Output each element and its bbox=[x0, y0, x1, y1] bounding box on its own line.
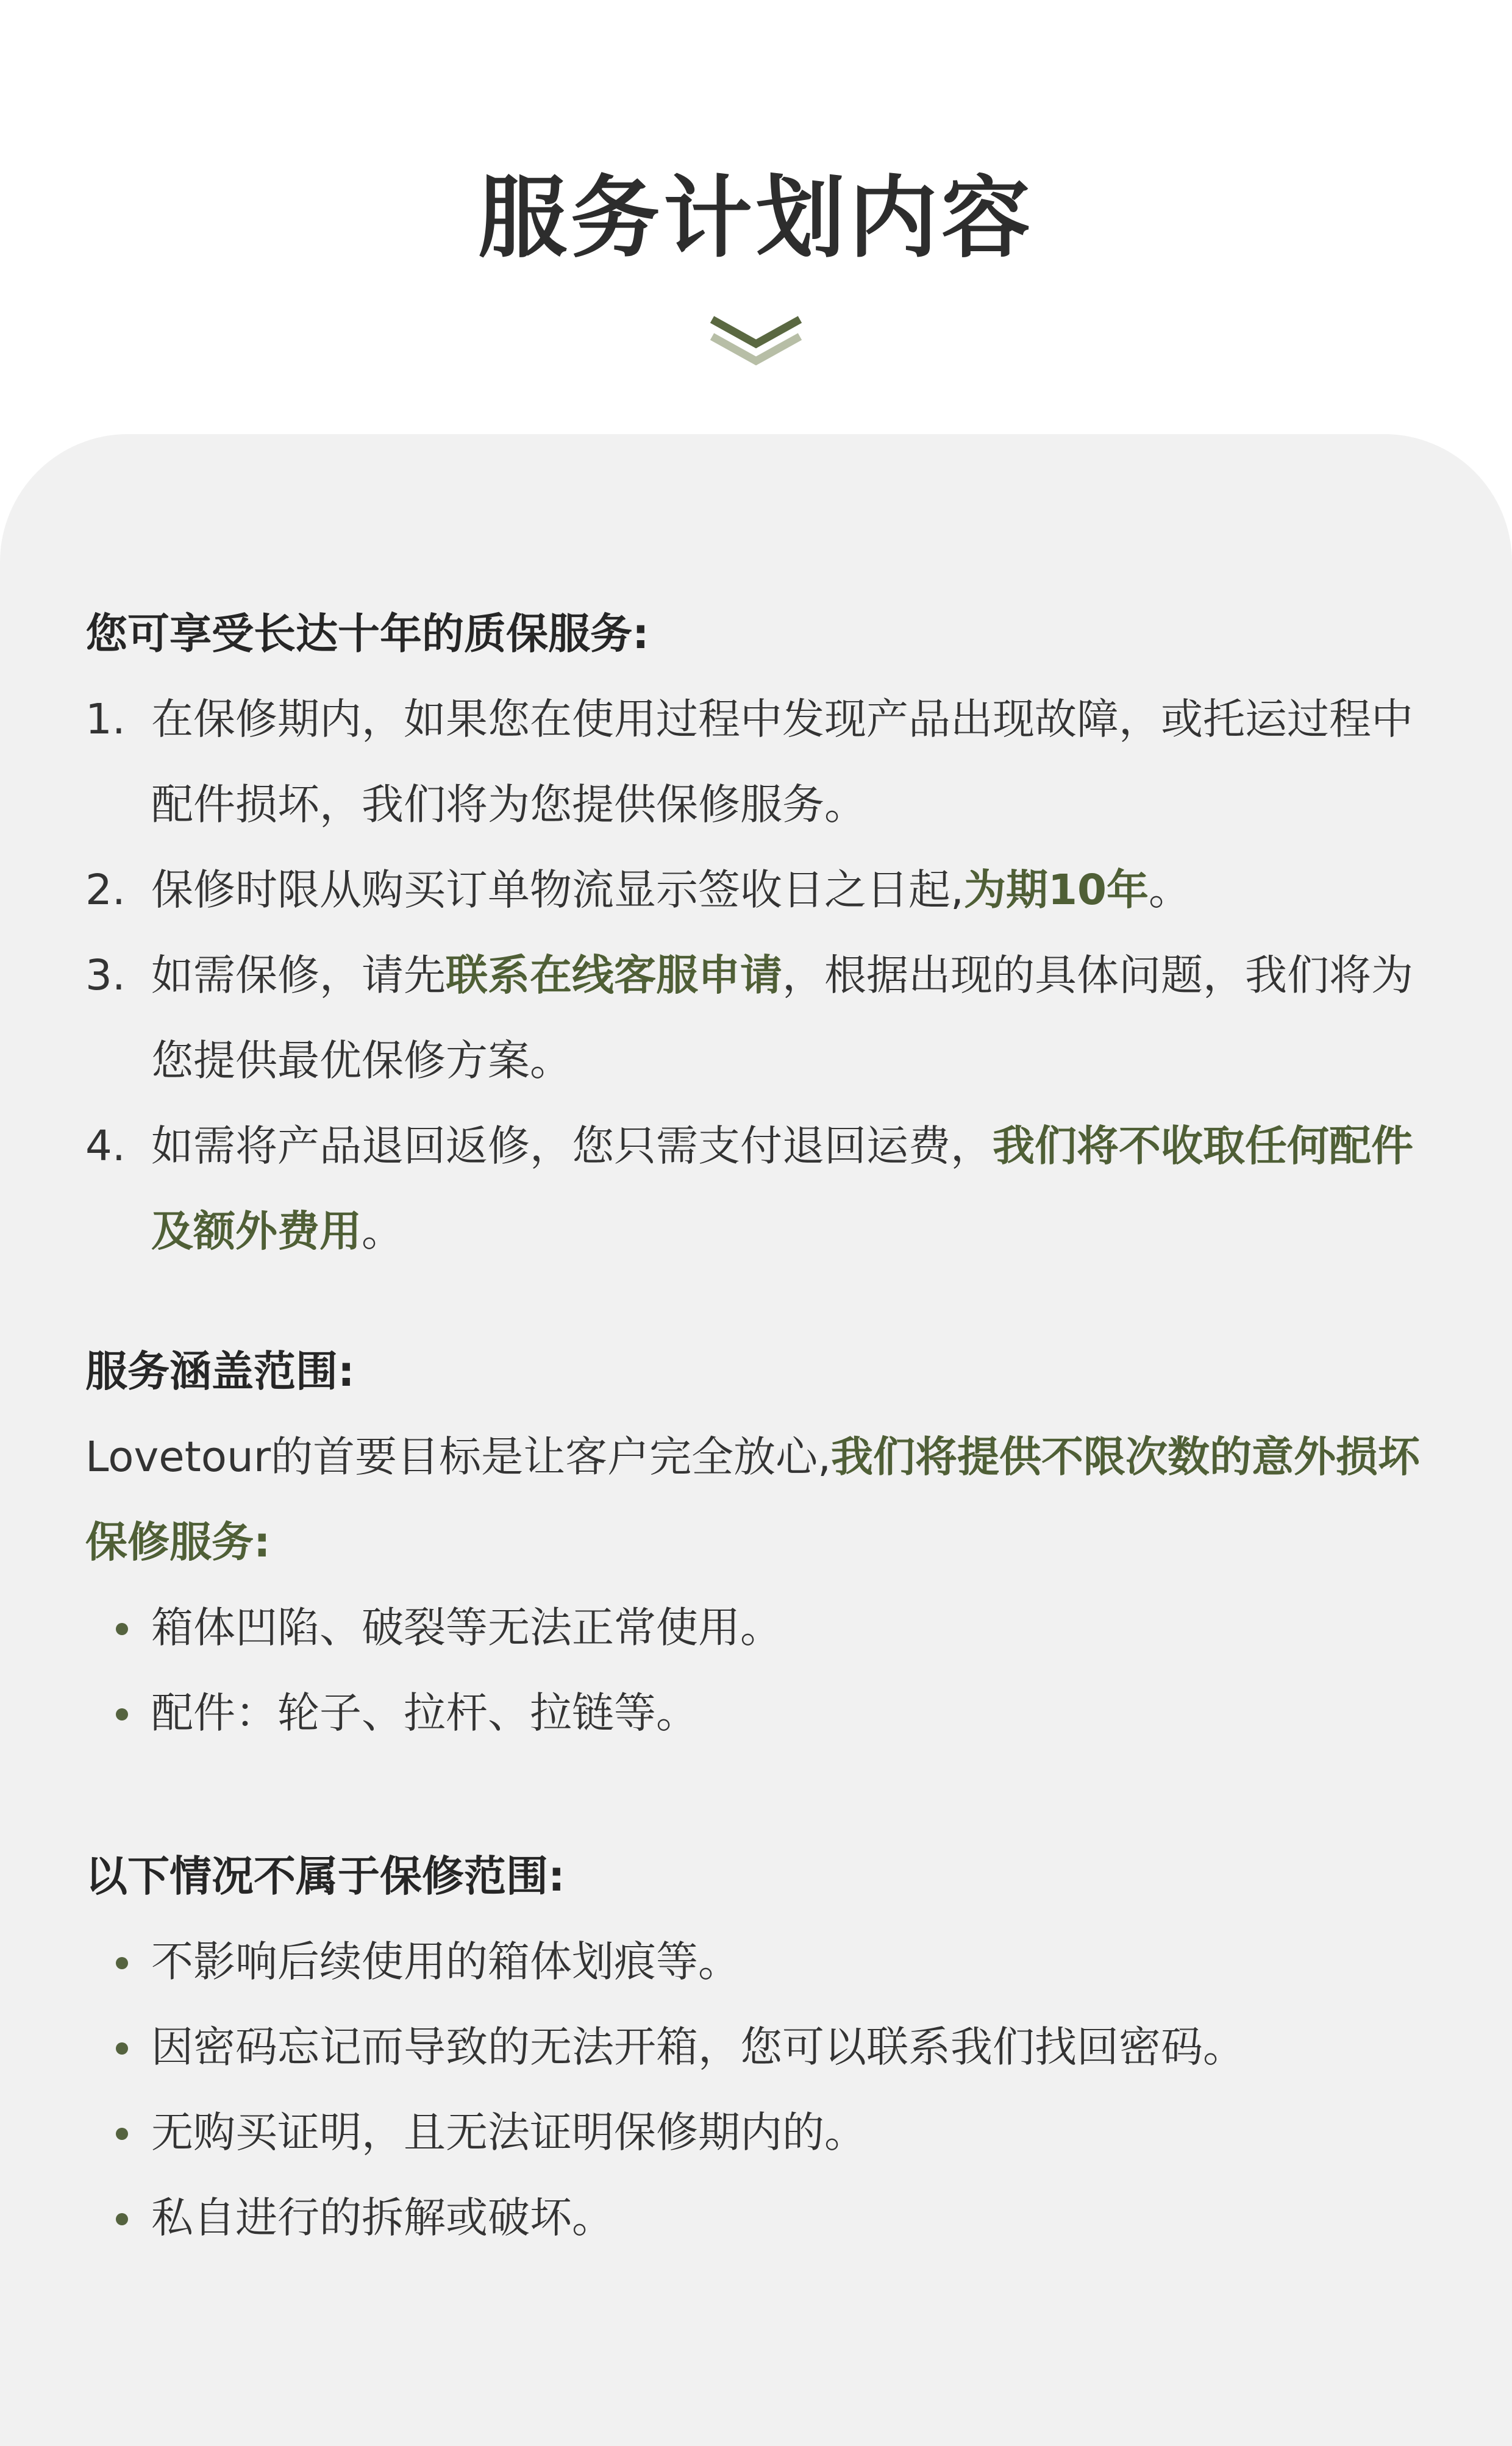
list-item-text: 私自进行的拆解或破坏。 bbox=[151, 2194, 614, 2242]
coverage-section bbox=[85, 1329, 1445, 1756]
bullet-dot-icon bbox=[116, 1708, 128, 1720]
page-title: 服务计划内容 bbox=[478, 166, 1034, 270]
list-item bbox=[85, 2005, 1445, 2090]
warranty-item-text-end: 。 bbox=[362, 1207, 404, 1256]
warranty-item-text-end: ，根据出现的具体问题，我们将为您提供最优保修方案。 bbox=[151, 951, 1413, 1085]
list-item bbox=[85, 1670, 1445, 1756]
contact-service-highlight: 联系在线客服申请 bbox=[446, 951, 782, 1000]
warranty-section bbox=[85, 591, 1445, 1274]
list-item-text: 不影响后续使用的箱体划痕等。 bbox=[151, 1938, 740, 1986]
double-chevron-down-icon bbox=[708, 311, 804, 369]
list-item-text: 无购买证明，且无法证明保修期内的。 bbox=[151, 2108, 866, 2157]
warranty-item-text: 如需保修，请先 bbox=[151, 951, 446, 1000]
bullet-dot-icon bbox=[116, 2128, 128, 2140]
warranty-list bbox=[85, 677, 1445, 1274]
coverage-heading: 服务涵盖范围: bbox=[85, 1347, 355, 1396]
bullet-dot-icon bbox=[116, 2042, 128, 2055]
list-item-text: 箱体凹陷、破裂等无法正常使用。 bbox=[151, 1603, 782, 1652]
coverage-intro-text: Lovetour的首要目标是让客户完全放心, bbox=[85, 1433, 832, 1482]
list-number: 2. bbox=[85, 866, 126, 915]
list-item bbox=[85, 1585, 1445, 1670]
no-extra-fee-highlight: 我们将不收取任何配件及额外费用 bbox=[151, 1122, 1413, 1256]
exclusions-list bbox=[85, 1919, 1445, 2261]
bullet-dot-icon bbox=[116, 1957, 128, 1969]
list-item-text: 因密码忘记而导致的无法开箱，您可以联系我们找回密码。 bbox=[151, 2023, 1245, 2072]
bullet-dot-icon bbox=[116, 1623, 128, 1635]
warranty-item-3 bbox=[85, 933, 1445, 1104]
exclusions-heading: 以下情况不属于保修范围: bbox=[85, 1852, 565, 1901]
content-body bbox=[85, 591, 1445, 2261]
list-number: 3. bbox=[85, 951, 126, 1000]
warranty-period-highlight: 为期10年 bbox=[963, 866, 1149, 915]
coverage-intro bbox=[85, 1414, 1445, 1585]
warranty-item-2 bbox=[85, 847, 1445, 933]
bullet-dot-icon bbox=[116, 2213, 128, 2225]
warranty-item-text-end: 。 bbox=[1148, 866, 1191, 915]
list-number: 4. bbox=[85, 1122, 126, 1171]
coverage-intro-highlight: 我们将提供不限次数的意外损坏保修服务: bbox=[85, 1433, 1421, 1567]
list-item-text: 配件：轮子、拉杆、拉链等。 bbox=[151, 1689, 698, 1738]
warranty-heading: 您可享受长达十年的质保服务: bbox=[85, 610, 649, 658]
exclusions-section bbox=[85, 1834, 1445, 2261]
warranty-item-4 bbox=[85, 1104, 1445, 1274]
warranty-item-text: 在保修期内，如果您在使用过程中发现产品出现故障，或托运过程中配件损坏，我们将为您提供保修服务。 bbox=[151, 695, 1413, 829]
warranty-item-1 bbox=[85, 677, 1445, 847]
list-item bbox=[85, 2175, 1445, 2261]
warranty-item-text: 保修时限从购买订单物流显示签收日之日起, bbox=[151, 866, 964, 915]
coverage-list bbox=[85, 1585, 1445, 1756]
list-number: 1. bbox=[85, 695, 126, 744]
list-item bbox=[85, 2090, 1445, 2175]
list-item bbox=[85, 1919, 1445, 2005]
warranty-item-text: 如需将产品退回返修，您只需支付退回运费， bbox=[151, 1122, 993, 1171]
